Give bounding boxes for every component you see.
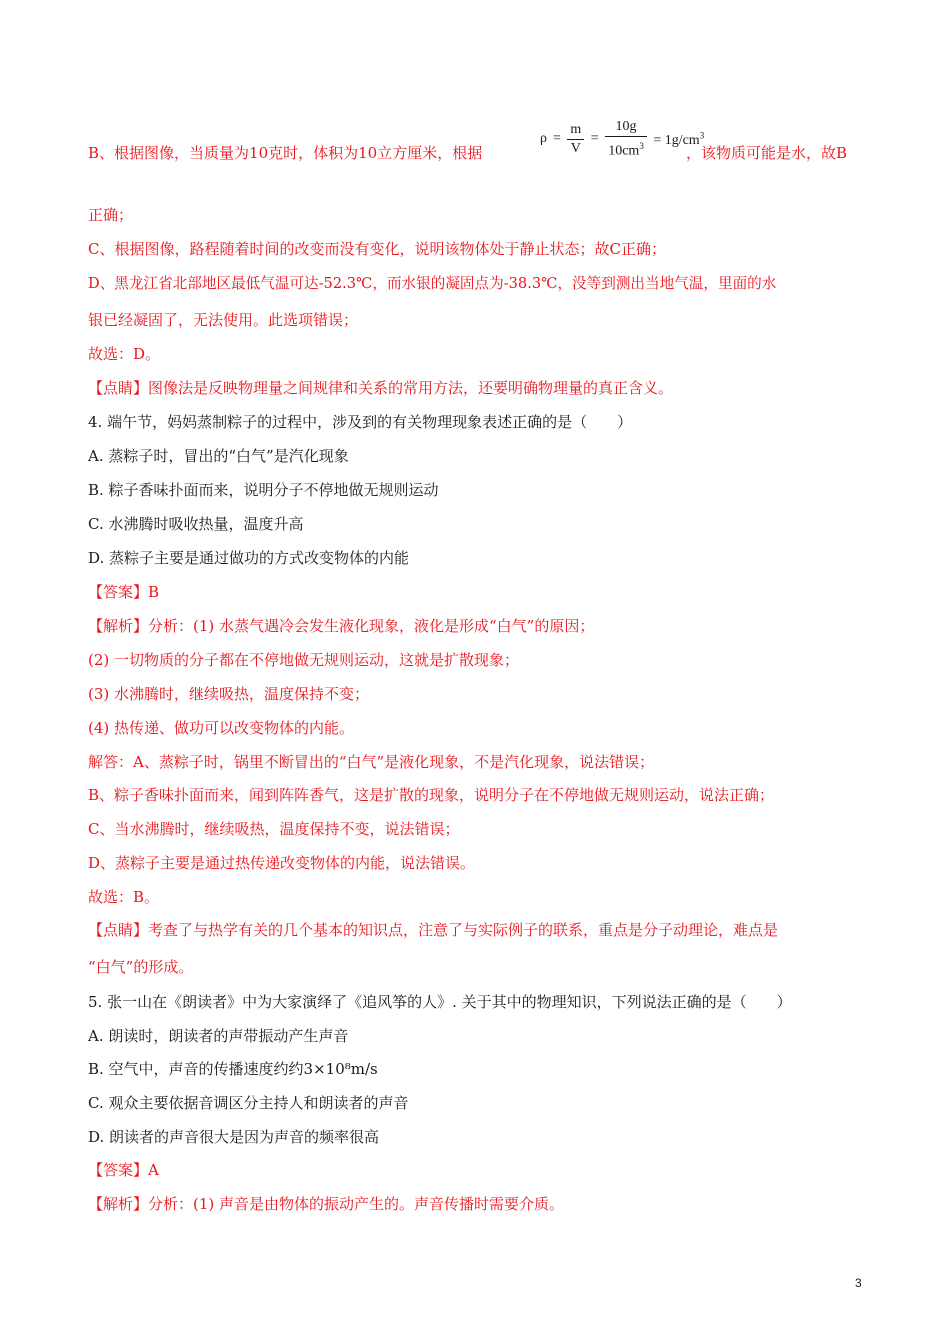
text-line: (3) 水沸腾时，继续吸热，温度保持不变；: [88, 685, 370, 703]
text-line: C、当水沸腾时，继续吸热，温度保持不变，说法错误；: [88, 820, 460, 838]
option-d: D. 蒸粽子主要是通过做功的方式改变物体的内能: [88, 549, 410, 567]
tip-note: 【点睛】考查了与热学有关的几个基本的知识点，注意了与实际例子的联系，重点是分子动理论，难点是: [88, 921, 779, 939]
text-line: (2) 一切物质的分子都在不停地做无规则运动，这就是扩散现象；: [88, 651, 520, 669]
text-line: 正确；: [88, 206, 134, 224]
text-line: B、根据图像，当质量为10克时，体积为10立方厘米，根据: [88, 144, 483, 162]
text-line: C、根据图像，路程随着时间的改变而没有变化，说明该物体处于静止状态；故C正确；: [88, 240, 666, 258]
text-line: (4) 热传递、做功可以改变物体的内能。: [88, 719, 355, 737]
answer: 【答案】A: [88, 1161, 159, 1179]
question-5: 5. 张一山在《朗读者》中为大家演绎了《追风筝的人》. 关于其中的物理知识，下列说法正确的是（ ）: [88, 993, 792, 1011]
option-a: A. 蒸粽子时，冒出的“白气”是汽化现象: [88, 447, 349, 465]
text-line: 银已经凝固了，无法使用。此选项错误；: [88, 311, 359, 329]
text-line: ，该物质可能是水，故B: [686, 144, 848, 162]
option-b: B. 粽子香味扑面而来，说明分子不停地做无规则运动: [88, 481, 439, 499]
option-d: D. 朗读者的声音很大是因为声音的频率很高: [88, 1128, 380, 1146]
density-formula: ρ = $\frac{m}{V}$ = $\frac{10g}{10cm^3}$ = $1g/cm^3$: [540, 119, 705, 159]
text-line: D、蒸粽子主要是通过热传递改变物体的内能，说法错误。: [88, 854, 476, 872]
text-line: B、粽子香味扑面而来，闻到阵阵香气，这是扩散的现象，说明分子在不停地做无规则运动，说法正确；: [88, 786, 775, 804]
option-c: C. 水沸腾时吸收热量，温度升高: [88, 515, 304, 533]
text-line: 解答：A、蒸粽子时，锅里不断冒出的“白气”是液化现象，不是汽化现象，说法错误；: [88, 753, 655, 771]
analysis: 【解析】分析：(1) 水蒸气遇冷会发生液化现象，液化是形成“白气”的原因；: [88, 617, 595, 635]
text-line: “白气”的形成。: [88, 958, 194, 976]
option-b: B. 空气中，声音的传播速度约约3×10⁸m/s: [88, 1060, 378, 1078]
text-line: 故选：B。: [88, 888, 160, 906]
option-c: C. 观众主要依据音调区分主持人和朗读者的声音: [88, 1094, 409, 1112]
tip-note: 【点睛】图像法是反映物理量之间规律和关系的常用方法，还要明确物理量的真正含义。: [88, 379, 674, 397]
text-line: D、黑龙江省北部地区最低气温可达-52.3℃，而水银的凝固点为-38.3℃，没等到测出当地气温，里面的水: [88, 275, 777, 292]
question-4: 4. 端午节，妈妈蒸制粽子的过程中，涉及到的有关物理现象表述正确的是（ ）: [88, 413, 633, 431]
page-number: 3: [855, 1276, 862, 1290]
answer: 【答案】B: [88, 583, 160, 601]
option-a: A. 朗读时，朗读者的声带振动产生声音: [88, 1027, 349, 1045]
text-line: 故选：D。: [88, 345, 161, 363]
analysis: 【解析】分析：(1) 声音是由物体的振动产生的。声音传播时需要介质。: [88, 1195, 565, 1213]
